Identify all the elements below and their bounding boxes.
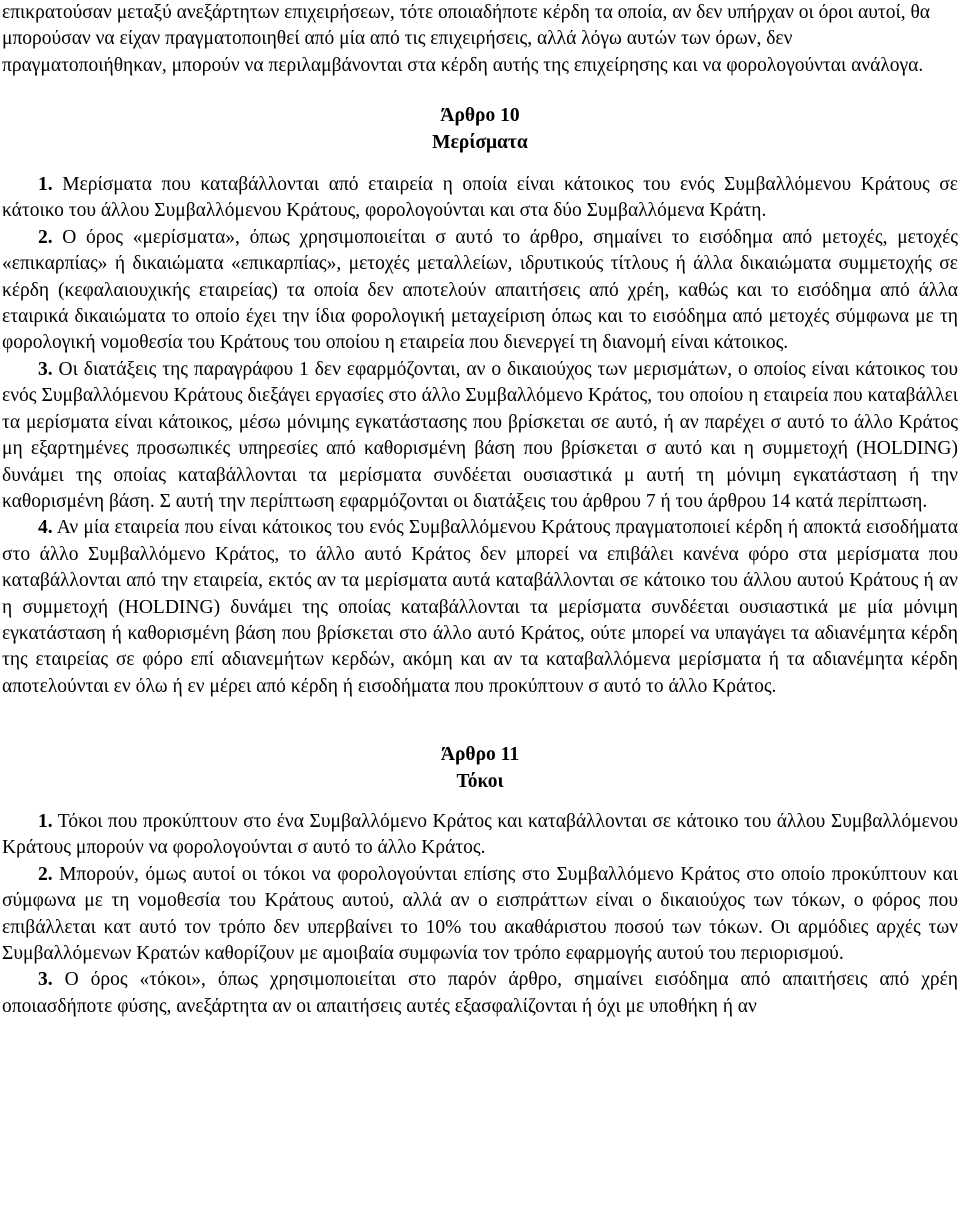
paragraph-number: 2. [38,226,53,248]
article-11-heading: Άρθρο 11 [440,744,520,766]
paragraph-number: 1. [38,810,53,832]
paragraph-number: 3. [38,969,53,991]
paragraph-text: Οι διατάξεις της παραγράφου 1 δεν εφαρμόζονται, αν ο δικαιούχος των μερισμάτων, ο οποίος είναι κάτοικος του ενός Συμβαλλόμενου Κράτους διεξάγει εργασίες στο άλλο Συμβαλλόμενο Κράτος, του οποίου η εταιρεία που καταβάλλει τα μερίσματα είναι κάτοικος, μέσω μόνιμης εγκατάστασης που βρίσκεται σε αυτό, ή αν παρέχει σ αυτό το άλλο Κράτος μη εξαρτημένες προσωπικές υπηρεσίες από καθορισμένη βάση που βρίσκεται σ αυτό και η συμμετοχή (HOLDING) δυνάμει της οποίας καταβάλλονται τα μερίσματα συνδέεται ουσιαστικά μ αυτή τη μόνιμη εγκατάσταση ή την καθορισμένη βάση. Σ αυτή την περίπτωση εφαρμόζονται οι διατάξεις του άρθρου 7 ή του άρθρου 14 κατά περίπτωση. [2,358,958,512]
article-10-paragraph-2 [2,225,958,357]
article-10-paragraph-4 [2,515,958,700]
paragraph-number: 3. [38,358,53,380]
paragraph-number: 2. [38,863,53,885]
paragraph-number: 1. [38,174,53,196]
article-11-header [2,742,958,795]
paragraph-text: Ο όρος «τόκοι», όπως χρησιμοποιείται στο παρόν άρθρο, σημαίνει εισόδημα από απαιτήσεις από χρέη οποιασδήποτε φύσης, ανεξάρτητα αν οι απαιτήσεις αυτές εξασφαλίζονται ή όχι με υποθήκη ή αν [2,969,958,1017]
article-10-paragraph-1 [2,172,958,225]
article-11-paragraph-2 [2,862,958,968]
article-10-title: Μερίσματα [432,131,528,153]
intro-paragraph: επικρατούσαν μεταξύ ανεξάρτητων επιχειρήσεων, τότε οποιαδήποτε κέρδη τα οποία, αν δεν υπήρχαν οι όροι αυτοί, θα μπορούσαν να είχαν πραγματοποιηθεί από μία από τις επιχειρήσεις, αλλά λόγω αυτών των όρων, δεν πραγματοποιήθηκαν, μπορούν να περιλαμβάνονται στα κέρδη αυτής της επιχείρησης και να φορολογούνται ανάλογα. [2,2,931,76]
article-10-paragraph-3 [2,357,958,515]
article-10-heading: Άρθρο 10 [440,105,520,127]
article-11-paragraph-1 [2,809,958,862]
article-11-title: Τόκοι [456,770,504,792]
paragraph-text: Μπορούν, όμως αυτοί οι τόκοι να φορολογούνται επίσης στο Συμβαλλόμενο Κράτος στο οποίο προκύπτουν και σύμφωνα με τη νομοθεσία του Κράτους αυτού, αλλά αν ο εισπράττων είναι ο δικαιούχος των τόκων, ο φόρος που επιβάλλεται κατ αυτό τον τρόπο δεν υπερβαίνει το 10% του ακαθάριστου ποσού των τόκων. Οι αρμόδιες αρχές των Συμβαλλόμενων Κρατών καθορίζουν με αμοιβαία συμφωνία τον τρόπο εφαρμογής αυτού του περιορισμού. [2,863,958,964]
paragraph-text: Μερίσματα που καταβάλλονται από εταιρεία η οποία είναι κάτοικος του ενός Συμβαλλόμενου Κράτους σε κάτοικο του άλλου Συμβαλλόμενου Κράτους, φορολογούνται και στα δύο Συμβαλλόμενα Κράτη. [2,174,958,222]
article-11-paragraph-3 [2,967,958,1020]
paragraph-number: 4. [38,517,53,539]
article-10-header [2,103,958,156]
paragraph-text: Τόκοι που προκύπτουν στο ένα Συμβαλλόμενο Κράτος και καταβάλλονται σε κάτοικο του άλλου Συμβαλλόμενου Κράτους μπορούν να φορολογούνται σ αυτό το άλλο Κράτος. [2,810,958,859]
paragraph-text: Αν μία εταιρεία που είναι κάτοικος του ενός Συμβαλλόμενου Κράτους πραγματοποιεί κέρδη ή αποκτά εισοδήματα στο άλλο Συμβαλλόμενο Κράτος, το άλλο αυτό Κράτος δεν μπορεί να επιβάλει κανένα φόρο στα μερίσματα που καταβάλλονται από την εταιρεία, εκτός αν τα μερίσματα αυτά καταβάλλονται σε κάτοικο του άλλου αυτού Κράτους ή αν η συμμετοχή (HOLDING) δυνάμει της οποίας καταβάλλονται τα μερίσματα συνδέεται ουσιαστικά με μία μόνιμη εγκατάσταση ή καθορισμένη βάση που βρίσκεται στο άλλο αυτό Κράτος, ούτε μπορεί να υπαγάγει τα αδιανέμητα κέρδη της εταιρείας σε φόρο επί αδιανεμήτων κερδών, ακόμη και αν τα καταβαλλόμενα μερίσματα ή τα αδιανέμητα κέρδη αποτελούνται εν όλω ή εν μέρει από κέρδη ή εισοδήματα που προκύπτουν σ αυτό το άλλο Κράτος. [2,517,958,697]
paragraph-text: Ο όρος «μερίσματα», όπως χρησιμοποιείται σ αυτό το άρθρο, σημαίνει το εισόδημα από μετοχές, μετοχές «επικαρπίας» ή δικαιώματα «επικαρπίας», μετοχές μεταλλείων, ιδρυτικούς τίτλους ή άλλα δικαιώματα συμμετοχής σε κέρδη (κεφαλαιουχικής εταιρείας) τα οποία δεν αποτελούν απαιτήσεις από χρέη, καθώς και το εισόδημα από άλλα εταιρικά δικαιώματα το οποίο έχει την ίδια φορολογική μεταχείριση όπως και το εισόδημα από μετοχές σύμφωνα με τη φορολογική νομοθεσία του Κράτους του οποίου η εταιρεία που διενεργεί τη διανομή είναι κάτοικος. [2,226,958,354]
